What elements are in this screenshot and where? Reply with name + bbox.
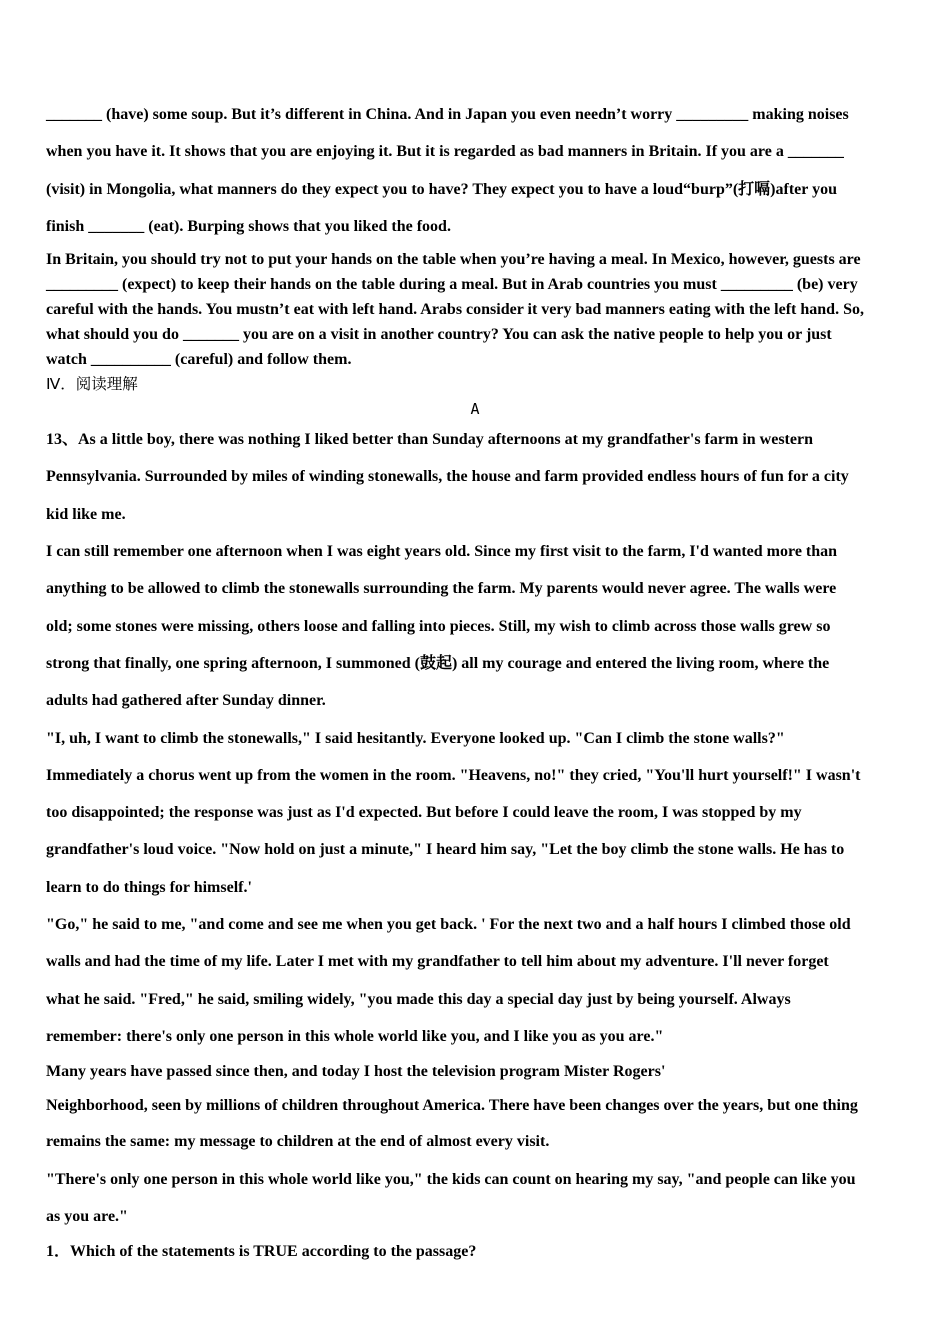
section-heading: Ⅳ．阅读理解 bbox=[46, 375, 138, 394]
text-line: 13、As a little boy, there was nothing I liked better than Sunday afternoons at my grandfather's farm in western bbox=[46, 431, 813, 449]
text-line: _________ (expect) to keep their hands on the table during a meal. But in Arab countries you must _________ (be) very bbox=[46, 276, 858, 294]
passage-two-paragraph-6 bbox=[46, 1161, 906, 1236]
text-line: anything to be allowed to climb the stonewalls surrounding the farm. My parents would never agree. The walls were bbox=[46, 580, 837, 598]
passage-one-paragraph-1 bbox=[46, 96, 906, 245]
question-1: 1．Which of the statements is TRUE according to the passage? bbox=[46, 1243, 477, 1261]
passage-two-paragraph-3 bbox=[46, 720, 906, 906]
text-line: "Go," he said to me, "and come and see me when you get back. ' For the next two and a half hours I climbed those old bbox=[46, 916, 851, 934]
text-line: careful with the hands. You mustn’t eat with left hand. Arabs consider it very bad manners eating with the left hand. So, bbox=[46, 301, 864, 319]
text-line: Many years have passed since then, and today I host the television program Mister Rogers' bbox=[46, 1063, 666, 1081]
text-line: old; some stones were missing, others loose and falling into pieces. Still, my wish to climb across those walls grew so bbox=[46, 617, 831, 635]
text-line: Neighborhood, seen by millions of children throughout America. There have been changes over the years, but one thing bbox=[46, 1097, 858, 1115]
text-line: I can still remember one afternoon when I was eight years old. Since my first visit to the farm, I'd wanted more than bbox=[46, 543, 838, 561]
section-letter: A bbox=[470, 400, 480, 419]
passage-two-paragraph-1 bbox=[46, 421, 906, 533]
text-line: when you have it. It shows that you are enjoying it. But it is regarded as bad manners in Britain. If you are a _______ bbox=[46, 143, 844, 161]
text-line: too disappointed; the response was just as I'd expected. But before I could leave the room, I was stopped by my bbox=[46, 804, 802, 822]
text-line: as you are." bbox=[46, 1207, 128, 1225]
text-line: (visit) in Mongolia, what manners do they expect you to have? They expect you to have a loud“burp”(打嗝)after you bbox=[46, 180, 837, 198]
text-line: remains the same: my message to children at the end of almost every visit. bbox=[46, 1133, 550, 1151]
text-line: "There's only one person in this whole world like you," the kids can count on hearing my say, "and people can like you bbox=[46, 1170, 856, 1188]
text-line: kid like me. bbox=[46, 505, 126, 523]
text-line: what he said. "Fred," he said, smiling widely, "you made this day a special day just by being yourself. Always bbox=[46, 990, 791, 1008]
text-line: remember: there's only one person in this whole world like you, and I like you as you are." bbox=[46, 1027, 664, 1045]
text-line: strong that finally, one spring afternoon, I summoned (鼓起) all my courage and entered the living room, where the bbox=[46, 654, 830, 672]
text-line: watch __________ (careful) and follow them. bbox=[46, 351, 352, 369]
text-line: "I, uh, I want to climb the stonewalls," I said hesitantly. Everyone looked up. "Can I climb the stone walls?" bbox=[46, 729, 785, 747]
text-line: learn to do things for himself.' bbox=[46, 878, 252, 896]
text-line: adults had gathered after Sunday dinner. bbox=[46, 692, 326, 710]
text-line: walls and had the time of my life. Later I met with my grandfather to tell him about my adventure. I'll never forget bbox=[46, 953, 829, 971]
passage-two-paragraph-5 bbox=[46, 1055, 906, 1160]
text-line: finish _______ (eat). Burping shows that you liked the food. bbox=[46, 217, 451, 235]
passage-one-paragraph-2 bbox=[46, 247, 906, 372]
passage-two-paragraph-4 bbox=[46, 906, 906, 1055]
passage-two-paragraph-2 bbox=[46, 533, 906, 719]
text-line: Pennsylvania. Surrounded by miles of winding stonewalls, the house and farm provided endless hours of fun for a city bbox=[46, 468, 849, 486]
document-page bbox=[46, 96, 906, 1269]
text-line: Immediately a chorus went up from the women in the room. "Heavens, no!" they cried, "You'll hurt yourself!" I wasn't bbox=[46, 766, 861, 784]
text-line: _______ (have) some soup. But it’s different in China. And in Japan you even needn’t worry _________ making noises bbox=[46, 106, 849, 123]
text-line: In Britain, you should try not to put your hands on the table when you’re having a meal. In Mexico, however, guests are bbox=[46, 251, 861, 269]
text-line: what should you do _______ you are on a visit in another country? You can ask the native people to help you or just bbox=[46, 326, 832, 344]
text-line: grandfather's loud voice. "Now hold on just a minute," I heard him say, "Let the boy climb the stone walls. He has to bbox=[46, 841, 845, 859]
